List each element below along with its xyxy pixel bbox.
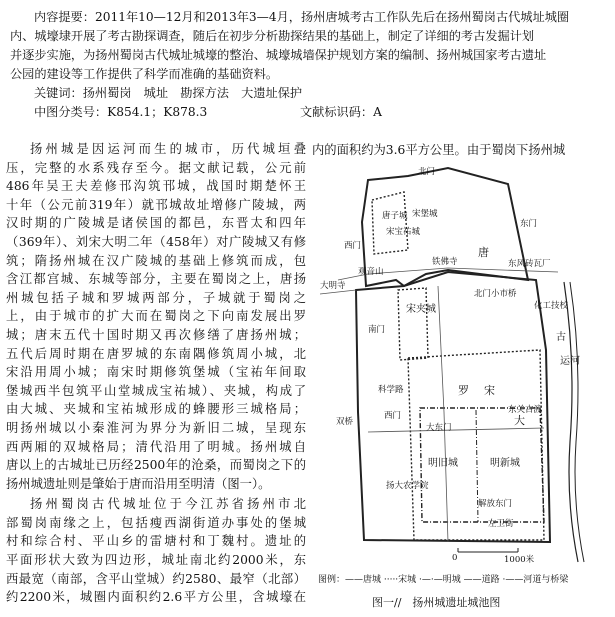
map-label: 宋 [484,384,495,397]
map-label: 扬大农学院 [386,481,429,491]
map-label: 宋堡城 [412,209,438,219]
body-line: 压，完整的水系残存至今。据文献记载，公元前 [6,160,306,175]
map-label: 北门小市桥 [474,289,517,299]
map-label: 解放东门 [478,499,513,509]
body-line: 由大城、夹城和宝祐城形成的蜂腰形三城格局； [6,402,306,417]
scale-label: 1000米 [504,555,535,565]
body-line: 筑；隋扬州城在汉广陵城的基础上修筑而成，包 [6,253,306,268]
map-label: 唐 [478,246,489,259]
road [438,286,448,542]
road [368,428,544,432]
map-label: 东关古渡 [508,405,543,415]
body-line: 上，由于城市的扩大而在蜀岗之下向南发展出罗 [6,309,306,324]
map-label: 观音山 [358,267,384,277]
map-label: 古 [556,332,566,343]
doc-code: 文献标识码：A [300,105,382,119]
map-label: 罗 [458,384,469,397]
abstract-line-3: 并逐步实施，为扬州蜀岗古代城址城壕的整治、城壕城墙保护规划方案的编制、扬州城国家考古遗址 [10,48,547,62]
scale-zero: 0 [452,553,458,563]
body-line: 西两厢的双城格局；清代沿用了明城。扬州城自 [6,439,306,454]
left-column [6,140,306,607]
map-label: 西门 [384,411,402,421]
body-line: 扬州城遗址则是肇始于唐而沿用至明清（图一）。 [6,476,271,491]
body-line: 约2200米，城圈内面积约2.6平方公里，含城壕在 [6,590,306,605]
map-legend: 图例：——唐城 ·····宋城 ·—·—明城 ——道路 ·——河道与桥梁 [318,575,569,585]
abstract-line-4: 公园的建设等工作提供了科学而准确的基础资料。 [10,67,279,81]
song-da-city-wall [408,350,544,540]
classification: 中图分类号：K854.1；K878.3 [34,105,208,119]
body-line: 486年吴王夫差修邗沟筑邗城，战国时期楚怀王 [6,179,306,194]
body-line: 含江都宫城、东城等部分，主要在蜀岗之上，唐扬 [6,272,306,287]
body-line: 城；唐末五代十国时期又再次修缮了唐扬州城； [6,327,306,342]
body-line: 宋沿用周小城；南宋时期修筑堡城（宝祐年间取 [6,365,306,380]
map-label: 明新城 [490,458,520,469]
map-label: 明旧城 [428,458,458,469]
body-line: 扬州城是因运河而生的城市，历代城垣叠 [30,142,306,156]
map-label: 东门 [520,219,538,229]
map-label: 大 [514,414,525,427]
body-line: 西最宽（南部，含平山堂城）约2580、最窄（北部） [6,571,306,586]
map-label: 宋夹城 [406,304,436,315]
map-label: 科学路 [378,385,404,395]
map-label: 宋宝祐城 [386,227,421,237]
body-line: 村和综合村、平山乡的雷塘村和丁魏村。遗址的 [6,534,306,549]
abstract-line-1: 内容提要：2011年10—12月和2013年3—4月，扬州唐城考古工作队先后在扬州蜀岗古代城址城圈 [10,8,608,26]
abstract-label: 内容提要： [34,10,95,24]
body-line: 部蜀岗南缘之上，包括瘦西湖街道办事处的堡城 [6,515,306,530]
body-line: 明扬州城以小秦淮河为界分为新旧二城，呈现东 [6,420,306,435]
song-baoyou-wall [372,192,408,254]
song-jia-city-wall [398,288,428,360]
map-label: 北门 [418,167,436,177]
map-label: 左卫街 [488,519,514,529]
map-label: 铁佛寺 [432,257,458,267]
body-line: 平面形状大致为四边形，城址南北约2000米，东 [6,553,306,568]
body-line: 五代后周时期在唐罗城的东南隅修筑周小城，北 [6,346,306,361]
map-label: 大东门 [426,423,452,433]
body-line: 唐以上的古城址已历经2500年的沧桑，而蜀岗之下的 [6,458,306,473]
map-label: 化工技校 [534,301,569,311]
city-map [308,162,612,582]
map-label: 大明寺 [320,281,346,291]
map-label: 西门 [344,241,362,251]
map-label: 南门 [368,325,386,335]
abstract-line-2: 内、城壕埭开展了考古勘探调查，随后在初步分析勘探结果的基础上，制定了详细的考古发掘计划 [10,29,535,43]
body-line: 汉时期的广陵城是诸侯国的都邑，东晋太和四年 [6,216,306,231]
map-label: 东风砖瓦厂 [508,259,551,269]
body-line: 州城包括子城和罗城两部分，子城就于蜀岗之 [6,290,306,305]
body-line: 堡城西半包筑平山堂城成宝祐城）、夹城，构成了 [6,383,306,398]
figure-caption: 图一// 扬州城遗址城池图 [372,596,501,609]
map-label: 唐子城 [382,211,408,221]
right-column-line: 内的面积约为3.6平方公里。由于蜀岗下扬州城 [312,143,566,157]
body-line: 十年（公元前319年）就邗城故址增修广陵城，两 [6,197,306,212]
map-label: 双桥 [336,417,354,427]
keywords: 关键词：扬州蜀岗 城址 勘探方法 大遗址保护 [34,86,303,100]
body-line: （369年）、刘宋大明二年（458年）对广陵城又有修 [6,234,306,249]
body-line: 扬州蜀岗古代城址位于今江苏省扬州市北 [30,497,306,512]
canal-river [564,282,578,562]
map-label: 运河 [560,356,580,367]
